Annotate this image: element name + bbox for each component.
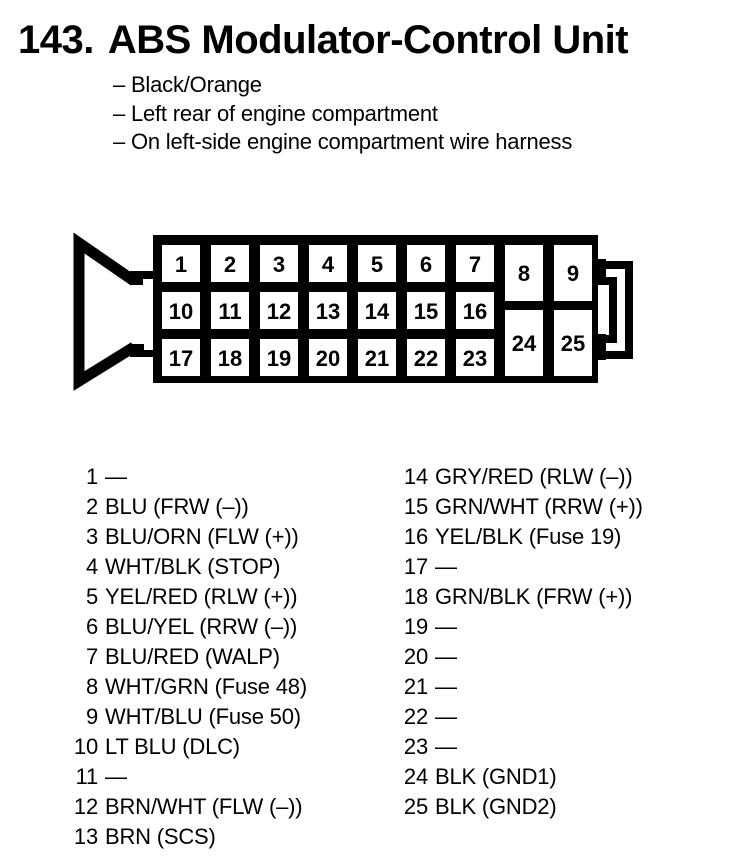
pin-number: 23 (403, 734, 428, 759)
pin-row-21 (390, 672, 643, 702)
svg-text:18: 18 (217, 346, 243, 371)
pin-row-24 (390, 762, 643, 792)
pin-label: BLU (FRW (–)) (105, 494, 249, 519)
pin-number: 7 (85, 644, 98, 669)
svg-text:10: 10 (168, 299, 194, 324)
location-note-color: – Black/Orange (113, 72, 262, 97)
pin-number: 4 (85, 554, 98, 579)
svg-text:7: 7 (468, 252, 482, 277)
pin-label: — (435, 614, 457, 639)
connector-cell-6 (404, 242, 448, 285)
pin-row-9 (60, 702, 307, 732)
pin-number: 14 (403, 464, 428, 489)
svg-text:2: 2 (223, 252, 237, 277)
connector-cell-7 (453, 242, 497, 285)
svg-text:13: 13 (315, 299, 341, 324)
pin-row-5 (60, 582, 307, 612)
pin-number: 21 (403, 674, 428, 699)
pin-label: BLU/YEL (RRW (–)) (105, 614, 298, 639)
connector-cell-25 (551, 307, 595, 379)
page-title: ABS Modulator-Control Unit (107, 18, 629, 62)
pin-number: 2 (85, 494, 98, 519)
pin-row-7 (60, 642, 307, 672)
pin-label: GRN/WHT (RRW (+)) (435, 494, 643, 519)
pin-number: 25 (403, 794, 428, 819)
pin-row-1 (60, 462, 307, 492)
harness-funnel-icon (79, 243, 155, 381)
pin-label: YEL/BLK (Fuse 19) (435, 524, 622, 549)
pin-row-13 (60, 822, 307, 852)
svg-text:1: 1 (174, 252, 188, 277)
pin-row-16 (390, 522, 643, 552)
pin-number: 19 (403, 614, 428, 639)
pin-number: 17 (403, 554, 428, 579)
pin-row-22 (390, 702, 643, 732)
connector-cell-11 (208, 289, 252, 332)
pin-label: — (435, 734, 457, 759)
pin-number: 18 (403, 584, 428, 609)
connector-cell-2 (208, 242, 252, 285)
pin-number: 13 (73, 824, 98, 849)
connector-cell-8 (502, 242, 546, 304)
connector-cell-18 (208, 336, 252, 379)
pin-row-10 (60, 732, 307, 762)
svg-text:19: 19 (266, 346, 292, 371)
pin-label: LT BLU (DLC) (105, 734, 240, 759)
svg-text:16: 16 (462, 299, 488, 324)
svg-text:15: 15 (413, 299, 439, 324)
pin-number: 22 (403, 704, 428, 729)
pin-row-20 (390, 642, 643, 672)
pin-row-25 (390, 792, 643, 822)
pin-number: 20 (403, 644, 428, 669)
pin-label: — (435, 644, 457, 669)
pin-number: 10 (73, 734, 98, 759)
svg-text:22: 22 (413, 346, 439, 371)
pin-label: WHT/BLK (STOP) (105, 554, 281, 579)
pin-row-12 (60, 792, 307, 822)
location-note-harness: – On left-side engine compartment wire harness (113, 129, 573, 154)
pin-row-11 (60, 762, 307, 792)
svg-text:17: 17 (168, 346, 194, 371)
pin-number: 1 (85, 464, 98, 489)
pin-number: 5 (85, 584, 98, 609)
svg-text:21: 21 (364, 346, 390, 371)
connector-cell-20 (306, 336, 350, 379)
connector-cell-15 (404, 289, 448, 332)
pin-row-3 (60, 522, 307, 552)
pin-row-18 (390, 582, 643, 612)
pin-label: — (105, 464, 127, 489)
connector-cell-17 (159, 336, 203, 379)
pin-label: WHT/GRN (Fuse 48) (105, 674, 307, 699)
svg-text:20: 20 (315, 346, 341, 371)
pin-label: — (435, 704, 457, 729)
svg-text:24: 24 (511, 331, 537, 356)
pin-number: 9 (85, 704, 98, 729)
pin-number: 11 (75, 764, 98, 789)
svg-text:23: 23 (462, 346, 488, 371)
svg-text:4: 4 (321, 252, 335, 277)
svg-text:11: 11 (218, 299, 242, 324)
pin-label: WHT/BLU (Fuse 50) (105, 704, 301, 729)
pin-list-left (60, 462, 307, 852)
svg-text:8: 8 (517, 261, 531, 286)
pin-row-17 (390, 552, 643, 582)
pin-label: BRN (SCS) (105, 824, 216, 849)
connector-cell-1 (159, 242, 203, 285)
connector-cell-10 (159, 289, 203, 332)
pin-label: YEL/RED (RLW (+)) (105, 584, 298, 609)
pin-row-2 (60, 492, 307, 522)
connector-cell-9 (551, 242, 595, 304)
connector-cell-19 (257, 336, 301, 379)
pin-number: 12 (73, 794, 98, 819)
section-number: 143. (18, 18, 94, 62)
svg-text:5: 5 (370, 252, 384, 277)
location-note-place: – Left rear of engine compartment (113, 100, 438, 126)
pin-number: 6 (85, 614, 98, 639)
connector-cell-21 (355, 336, 399, 379)
pin-label: BRN/WHT (FLW (–)) (105, 794, 303, 819)
pin-number: 8 (85, 674, 98, 699)
pin-row-4 (60, 552, 307, 582)
pin-row-15 (390, 492, 643, 522)
pin-label: BLU/ORN (FLW (+)) (105, 524, 299, 549)
connector-cell-12 (257, 289, 301, 332)
pin-label: BLK (GND1) (435, 764, 557, 789)
connector-cell-16 (453, 289, 497, 332)
connector-diagram (0, 0, 752, 430)
svg-text:25: 25 (560, 331, 586, 356)
connector-cell-4 (306, 242, 350, 285)
pin-label: — (435, 674, 457, 699)
connector-cell-3 (257, 242, 301, 285)
connector-cell-13 (306, 289, 350, 332)
connector-cell-5 (355, 242, 399, 285)
svg-text:9: 9 (566, 261, 580, 286)
pin-label: GRY/RED (RLW (–)) (435, 464, 633, 489)
svg-text:3: 3 (272, 252, 286, 277)
svg-text:12: 12 (266, 299, 292, 324)
pin-list-right (390, 462, 643, 822)
pin-label: — (435, 554, 457, 579)
connector-cell-24 (502, 307, 546, 379)
pin-row-6 (60, 612, 307, 642)
pin-label: — (105, 764, 127, 789)
pin-row-8 (60, 672, 307, 702)
pin-number: 24 (403, 764, 428, 789)
connector-cell-22 (404, 336, 448, 379)
connector-cell-14 (355, 289, 399, 332)
pin-number: 16 (403, 524, 428, 549)
pin-number: 15 (403, 494, 428, 519)
svg-text:14: 14 (364, 299, 390, 324)
connector-cell-23 (453, 336, 497, 379)
pin-row-19 (390, 612, 643, 642)
lock-tab-icon (596, 259, 629, 360)
pin-label: BLK (GND2) (435, 794, 557, 819)
pin-label: GRN/BLK (FRW (+)) (435, 584, 633, 609)
svg-text:6: 6 (419, 252, 433, 277)
pin-row-23 (390, 732, 643, 762)
pin-number: 3 (85, 524, 98, 549)
pin-row-14 (390, 462, 643, 492)
pin-label: BLU/RED (WALP) (105, 644, 280, 669)
